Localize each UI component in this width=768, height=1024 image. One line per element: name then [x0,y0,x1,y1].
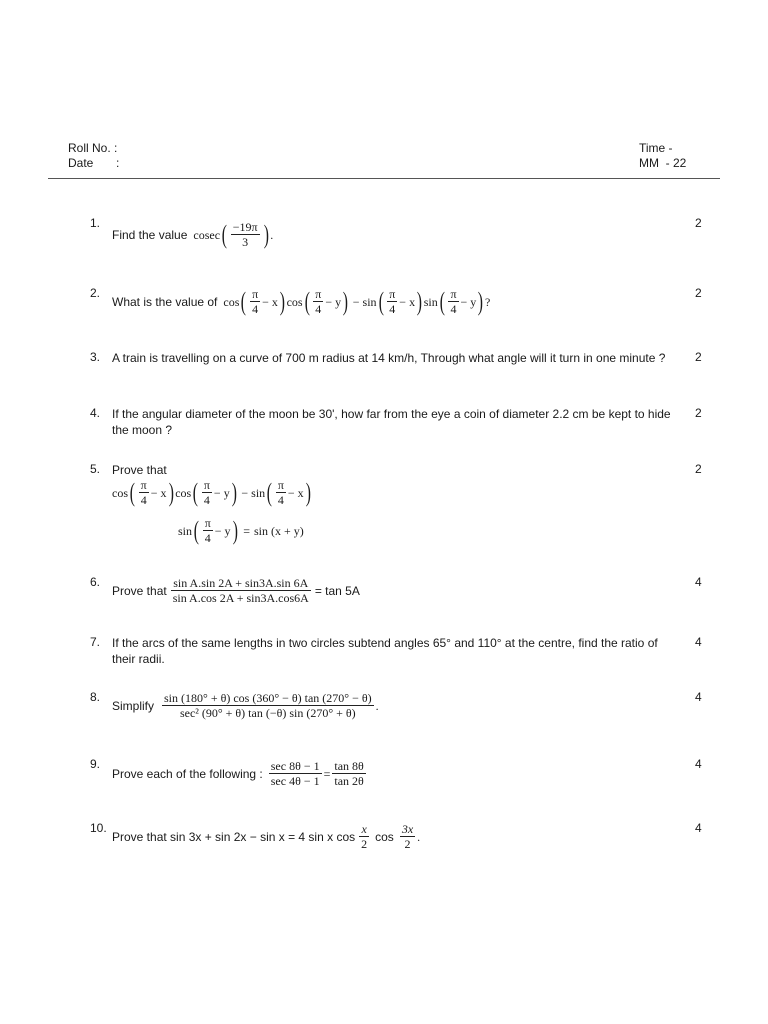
question-number: 6. [90,575,101,589]
paren-close: ) [263,219,269,249]
fraction-numerator: π [252,287,259,301]
paren-open: ( [266,477,273,507]
question-text: If the angular diameter of the moon be 30', how far from the eye a coin of diameter 2.2 cm be kept to hide the moon ? [112,407,671,437]
math-fraction-right [332,759,365,788]
math-cos: cos [175,485,192,500]
fraction-numerator: π [203,478,210,492]
fraction-denominator: 4 [277,493,284,507]
question-marks: 4 [695,635,702,649]
fraction-numerator: sin (180° + θ) cos (360° − θ) tan (270° − θ) [164,691,372,705]
question-8 [112,691,379,720]
fraction-denominator: sec 4θ − 1 [270,774,320,788]
fraction-denominator: 4 [450,302,457,316]
paren-close: ) [342,286,349,316]
question-marks: 4 [695,575,702,589]
fraction-numerator: π [204,516,211,530]
math-fraction [171,576,311,605]
question-marks: 4 [695,757,702,771]
question-number: 2. [90,286,101,300]
date-label: Date [68,156,94,170]
math-tail: . [375,698,379,713]
paren-open: ( [241,286,247,316]
question-number: 3. [90,350,101,364]
question-number: 9. [90,757,101,771]
math-fraction [250,287,260,316]
question-text: Prove each of the following : [112,766,263,781]
math-cos: cos [112,485,128,500]
question-text: If the arcs of the same lengths in two circles subtend angles 65° and 110° at the centre, find the ratio of their radii. [112,636,658,666]
question-number: 5. [90,462,101,476]
math-fraction-left [269,759,322,788]
paren-close: ) [305,477,311,507]
question-number: 7. [90,635,101,649]
question-number: 8. [90,690,101,704]
fraction-denominator: 4 [203,493,210,507]
math-tail: ? [484,294,491,309]
paren-open: ( [304,286,310,316]
fraction-denominator: 3 [242,235,249,249]
math-equals: = [323,766,331,781]
math-fraction [231,220,260,249]
paren-close: ) [231,477,237,507]
paren-close: ) [416,286,423,316]
question-marks: 4 [695,821,702,835]
max-marks-label: MM - 22 [639,156,687,170]
date-colon: : [116,156,120,170]
fraction-denominator: 2 [404,837,411,851]
fraction-denominator: 4 [389,302,396,316]
question-6 [112,576,360,605]
math-fraction [359,822,369,851]
math-fraction [276,478,286,507]
math-fraction [313,287,323,316]
question-number: 10. [90,821,107,835]
fraction-numerator: tan 8θ [334,759,364,773]
math-fraction [162,691,374,720]
math-fraction [202,478,212,507]
paren-close: ) [279,286,285,316]
paren-open: ( [192,477,199,507]
math-tail: . [270,227,274,242]
math-term: − y [213,485,230,500]
question-5-line-1 [112,478,312,507]
math-term: − x [262,294,278,309]
math-cos: cos [286,294,303,309]
question-number: 1. [90,216,101,230]
question-text: What is the value of [112,294,218,309]
paren-open: ( [129,477,135,507]
fraction-numerator: sin A.sin 2A + sin3A.sin 6A [171,576,311,591]
paren-open: ( [439,286,445,316]
fraction-denominator: 4 [204,531,211,545]
time-label: Time - [639,141,673,155]
math-term: − y [214,523,231,538]
math-sin: sin [178,523,193,538]
question-text: A train is travelling on a curve of 700 m radius at 14 km/h, Through what angle will it turn in one minute ? [112,351,666,365]
question-text: Prove that [112,583,167,598]
question-marks: 2 [695,462,702,476]
paren-open: ( [221,219,227,249]
fraction-numerator: π [277,478,284,492]
question-marks: 2 [695,406,702,420]
math-minus: − [352,294,360,309]
math-cos: cos [375,829,394,844]
math-term: − x [399,294,416,309]
math-fraction [203,516,213,545]
question-text: Find the value [112,227,188,242]
fraction-denominator: sec² (90° + θ) tan (−θ) sin (270° + θ) [179,706,356,720]
math-term: − x [150,485,167,500]
paren-open: ( [193,515,199,545]
fraction-numerator: π [140,478,147,492]
fraction-denominator: tan 2θ [334,774,364,788]
question-1 [112,220,273,249]
fraction-numerator: sec 8θ − 1 [270,759,320,773]
math-equals: = [243,523,250,538]
math-cos: cos [223,294,240,309]
question-text: Prove that [112,463,167,477]
paren-close: ) [478,286,484,316]
math-fraction [448,287,458,316]
fraction-numerator: π [450,287,457,301]
fraction-denominator: 4 [252,302,259,316]
paren-open: ( [378,286,384,316]
math-minus: − [241,485,249,500]
question-marks: 4 [695,690,702,704]
fraction-denominator: sin A.cos 2A + sin3A.cos6A [172,591,309,605]
fraction-numerator: x [359,822,369,837]
math-tail: . [417,829,421,844]
question-5-line-2 [178,516,304,545]
fraction-numerator: 3x [401,822,414,836]
paren-close: ) [168,477,174,507]
fraction-numerator: π [315,287,322,301]
math-fraction [139,478,149,507]
paren-close: ) [232,515,238,545]
header-divider [48,178,720,179]
math-fraction [387,287,397,316]
fraction-denominator: 2 [361,837,368,851]
math-rhs: = tan 5A [314,583,360,598]
question-marks: 2 [695,286,702,300]
math-sin: sin [362,294,377,309]
math-term: − x [287,485,304,500]
math-term: − y [325,294,342,309]
fraction-denominator: 4 [315,302,322,316]
math-sin: sin [423,294,438,309]
math-rhs: sin (x + y) [253,523,304,538]
question-text: Simplify [112,698,155,713]
fraction-denominator: 4 [140,493,147,507]
question-text: Prove that sin 3x + sin 2x − sin x = 4 sin x cos [112,829,356,844]
fraction-numerator: −19π [232,220,258,234]
question-number: 4. [90,406,101,420]
fraction-numerator: π [389,287,396,301]
math-sin: sin [251,485,266,500]
question-2 [112,287,490,316]
question-marks: 2 [695,216,702,230]
question-marks: 2 [695,350,702,364]
question-9 [112,759,368,788]
question-10 [112,822,420,851]
math-term: − y [460,294,477,309]
math-fn: cosec [193,227,221,242]
roll-no-label: Roll No. : [68,141,118,155]
math-fraction [400,822,415,851]
